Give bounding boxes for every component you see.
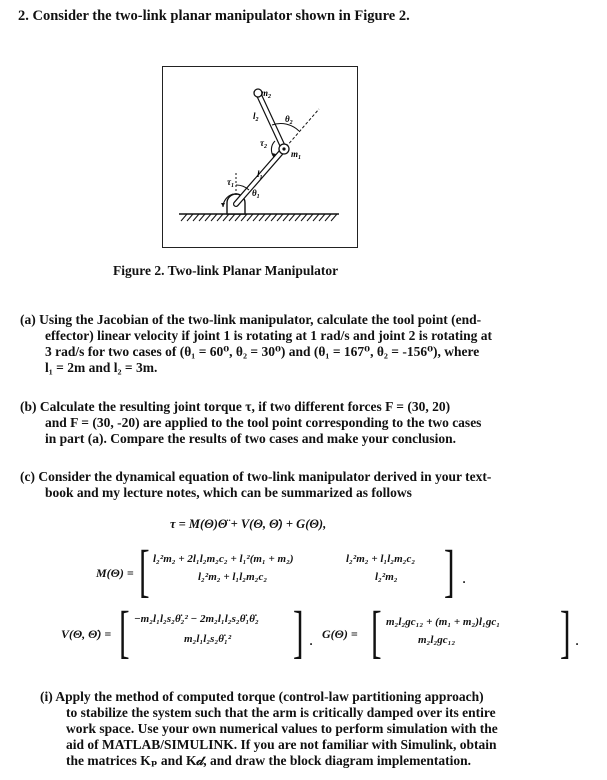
mass-matrix-right-bracket: ] — [444, 538, 455, 603]
gravity-vector-row1: m₂l₂gc₁₂ + (m₁ + m₂)l₁gc₁ — [386, 616, 501, 628]
part-i-line-3: work space. Use your own numerical values to perform simulation with the — [66, 721, 498, 736]
part-i-line-4: aid of MATLAB/SIMULINK. If you are not familiar with Simulink, obtain — [66, 737, 497, 752]
part-a — [20, 312, 585, 376]
part-a-line-4: l₁ = 2m and l₂ = 3m. — [45, 360, 158, 375]
part-i-line-2: to stabilize the system such that the arm is critically damped over its entire — [66, 705, 496, 720]
label-l2: $l_2$ — [253, 111, 259, 123]
velocity-vector-row2: m₂l₁l₂s₂θ̇₁² — [184, 633, 232, 645]
part-i — [40, 689, 585, 769]
mass-matrix-r1c2: l₂²m₂ + l₁l₂m₂c₂ — [346, 553, 416, 565]
label-theta2: $\theta_2$ — [285, 114, 293, 126]
part-i-line-5: the matrices Kₚ and K𝒹, and draw the block diagram implementation. — [66, 753, 472, 768]
mass-matrix-period: . — [463, 572, 466, 586]
label-m1: $m_1$ — [291, 149, 302, 161]
velocity-vector-right-bracket: ] — [293, 599, 304, 664]
part-b-line-2: and F = (30, -20) are applied to the tool point corresponding to the two cases — [45, 415, 482, 430]
figure-caption: Figure 2. Two-link Planar Manipulator — [113, 263, 339, 278]
label-tau1: $\tau_1$ — [227, 177, 234, 189]
part-b-line-3: in part (a). Compare the results of two cases and make your conclusion. — [45, 431, 456, 446]
velocity-vector-period: . — [310, 634, 313, 648]
gravity-vector-label: G(Θ) = — [322, 627, 358, 641]
mass-matrix-r2c1: l₂²m₂ + l₁l₂m₂c₂ — [198, 571, 268, 583]
part-i-line-1: (i) Apply the method of computed torque (control-law partitioning approach) — [40, 689, 484, 704]
mass-matrix-r1c1: l₂²m₂ + 2l₁l₂m₂c₂ + l₁²(m₁ + m₂) — [153, 553, 294, 565]
label-tau2: $\tau_2$ — [260, 138, 267, 150]
velocity-vector-row1: −m₂l₁l₂s₂θ̇₂² − 2m₂l₁l₂s₂θ̇₁θ̇₂ — [134, 613, 259, 625]
link1-extension — [286, 109, 319, 147]
label-theta1: $\theta_1$ — [252, 188, 260, 200]
part-a-line-1: (a) Using the Jacobian of the two-link manipulator, calculate the tool point (end- — [20, 312, 482, 327]
dynamics-equation: τ = M(Θ)Θ̈ + V(Θ, Θ̇) + G(Θ), — [170, 517, 327, 531]
velocity-vector-label: V(Θ, Θ̇) = — [61, 627, 112, 641]
label-m2: $m_2$ — [261, 88, 272, 100]
figure-frame — [162, 66, 358, 248]
ground-hatching — [181, 214, 337, 221]
gravity-vector-right-bracket: ] — [560, 599, 571, 664]
question-header: 2. Consider the two-link planar manipulator shown in Figure 2. — [18, 8, 410, 24]
part-c-line-1: (c) Consider the dynamical equation of two-link manipulator derived in your text- — [20, 469, 492, 484]
gravity-vector-row2: m₂l₂gc₁₂ — [418, 634, 456, 646]
gravity-vector-period: . — [576, 634, 579, 648]
gravity-vector-left-bracket: [ — [371, 599, 382, 664]
label-l1: $l_1$ — [257, 169, 263, 181]
part-c-line-2: book and my lecture notes, which can be summarized as follows — [45, 485, 412, 500]
part-b-line-1: (b) Calculate the resulting joint torque τ, if two different forces F = (30, 20) — [20, 399, 451, 414]
velocity-vector-left-bracket: [ — [119, 599, 130, 664]
part-a-line-2: effector) linear velocity if joint 1 is rotating at 1 rad/s and joint 2 is rotating at — [45, 328, 492, 343]
mass-matrix-r2c2: l₂²m₂ — [375, 571, 398, 583]
part-b — [20, 399, 585, 447]
manipulator-diagram — [163, 67, 357, 247]
part-a-line-3: 3 rad/s for two cases of (θ₁ = 60⁰, θ₂ = 30⁰) and (θ₁ = 167⁰, θ₂ = -156⁰), where — [45, 344, 480, 359]
part-c — [20, 469, 585, 501]
mass-matrix-label: M(Θ) = — [96, 566, 134, 580]
mass-matrix-left-bracket: [ — [139, 538, 150, 603]
